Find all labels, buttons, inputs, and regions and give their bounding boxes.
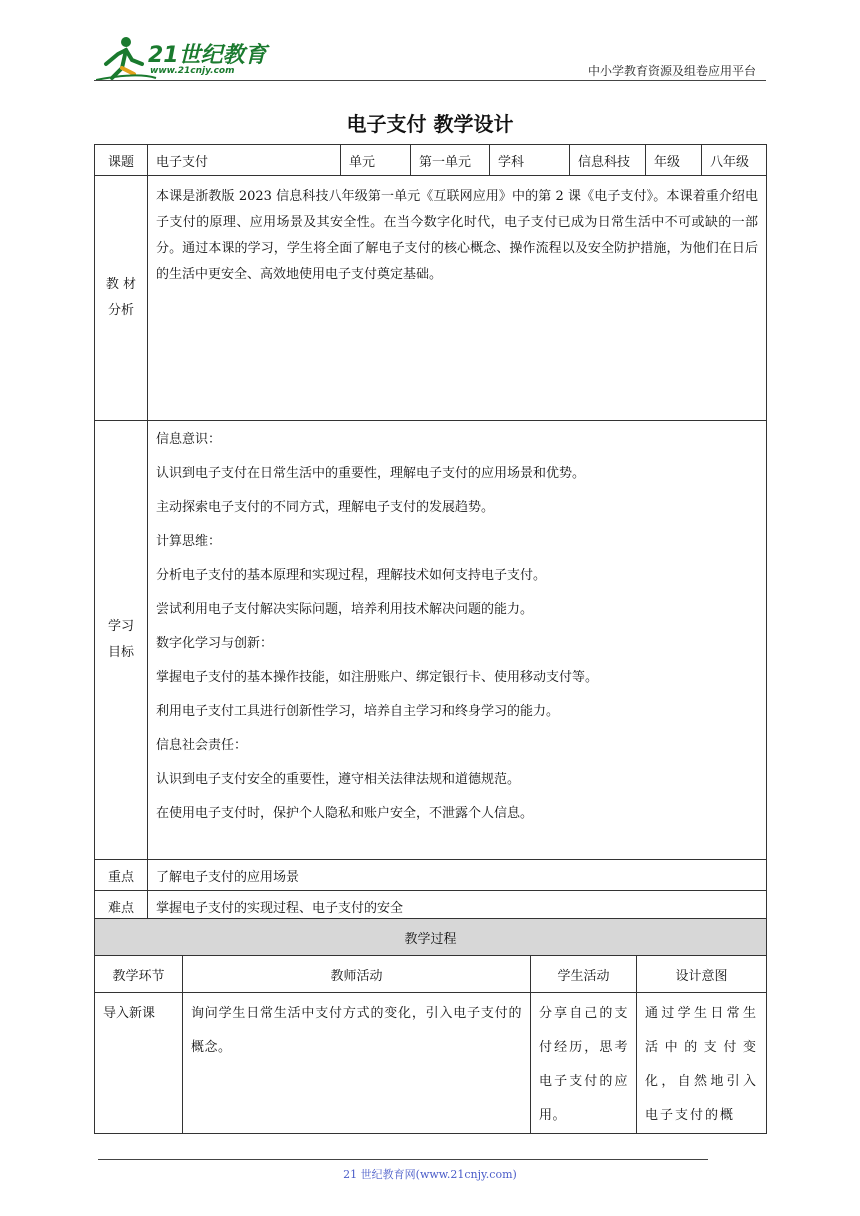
difficulty-label: 难点 [95, 891, 148, 922]
header-teacher: 教师活动 [183, 956, 531, 993]
goal-line: 信息社会责任： [156, 738, 248, 753]
lesson-info-table [94, 144, 767, 922]
analysis-label: 教 材 分析 [95, 176, 148, 421]
goal-line: 数字化学习与创新： [156, 636, 274, 651]
goal-line: 认识到电子支付在日常生活中的重要性，理解电子支付的应用场景和优势。 [156, 466, 586, 481]
page-header [0, 0, 860, 90]
goals-content [148, 421, 767, 860]
header-slogan: 中小学教育资源及组卷应用平台 [587, 64, 756, 78]
teacher-cell: 询问学生日常生活中支付方式的变化，引入电子支付的概念。 [183, 993, 531, 1134]
goal-line: 掌握电子支付的基本操作技能，如注册账户、绑定银行卡、使用移动支付等。 [156, 670, 599, 685]
grade-label: 年级 [646, 145, 702, 176]
difficulty-row [95, 891, 767, 922]
goals-label: 学习 目标 [95, 421, 148, 860]
analysis-row [95, 176, 767, 421]
goal-line: 认识到电子支付安全的重要性，遵守相关法律法规和道德规范。 [156, 772, 521, 787]
key-point-label: 重点 [95, 860, 148, 891]
footer-divider [98, 1159, 708, 1160]
goal-line: 分析电子支付的基本原理和实现过程，理解技术如何支持电子支付。 [156, 568, 547, 583]
intent-cell: 通过学生日常生活中的支付变化，自然地引入电子支付的概 [637, 993, 767, 1134]
goal-line: 信息意识： [156, 432, 222, 447]
key-point-row [95, 860, 767, 891]
grade-value: 八年级 [702, 145, 767, 176]
difficulty-value: 掌握电子支付的实现过程、电子支付的安全 [148, 891, 767, 922]
header-stage: 教学环节 [95, 956, 183, 993]
goals-row [95, 421, 767, 860]
header-intent: 设计意图 [637, 956, 767, 993]
subject-label: 学科 [490, 145, 570, 176]
process-band: 教学过程 [95, 919, 767, 956]
logo-text: 21世纪教育 [148, 43, 267, 68]
unit-label: 单元 [341, 145, 411, 176]
info-row [95, 145, 767, 176]
goal-line: 计算思维： [156, 534, 222, 549]
goal-line: 尝试利用电子支付解决实际问题，培养利用技术解决问题的能力。 [156, 602, 534, 617]
stage-cell: 导入新课 [95, 993, 183, 1134]
course-value: 电子支付 [148, 145, 341, 176]
header-divider [94, 80, 766, 81]
goal-line: 利用电子支付工具进行创新性学习，培养自主学习和终身学习的能力。 [156, 704, 560, 719]
student-cell: 分享自己的支付经历，思考电子支付的应用。 [531, 993, 637, 1134]
analysis-text: 本课是浙教版 2023 信息科技八年级第一单元《互联网应用》中的第 2 课《电子支付》。本课着重介绍电子支付的原理、应用场景及其安全性。在当今数字化时代，电子支付已成为日常生活中不可或缺的一部分。通过本课的学习，学生将全面了解电子支付的核心概念、操作流程以及安全防护措施，为他们在日后的生活中更安全、高效地使用电子支付奠定基础。 [148, 176, 767, 421]
page-footer: 21 世纪教育网(www.21cnjy.com) [343, 1168, 517, 1181]
process-row [95, 993, 767, 1134]
subject-value: 信息科技 [570, 145, 646, 176]
process-band-row [95, 919, 767, 956]
unit-value: 第一单元 [411, 145, 490, 176]
page-title: 电子支付 教学设计 [346, 112, 514, 136]
goal-line: 在使用电子支付时，保护个人隐私和账户安全，不泄露个人信息。 [156, 806, 534, 821]
teaching-process-table [94, 918, 767, 1134]
header-student: 学生活动 [531, 956, 637, 993]
course-label: 课题 [95, 145, 148, 176]
key-point-value: 了解电子支付的应用场景 [148, 860, 767, 891]
logo-url: www.21cnjy.com [150, 66, 235, 76]
process-header-row [95, 956, 767, 993]
goal-line: 主动探索电子支付的不同方式，理解电子支付的发展趋势。 [156, 500, 495, 515]
